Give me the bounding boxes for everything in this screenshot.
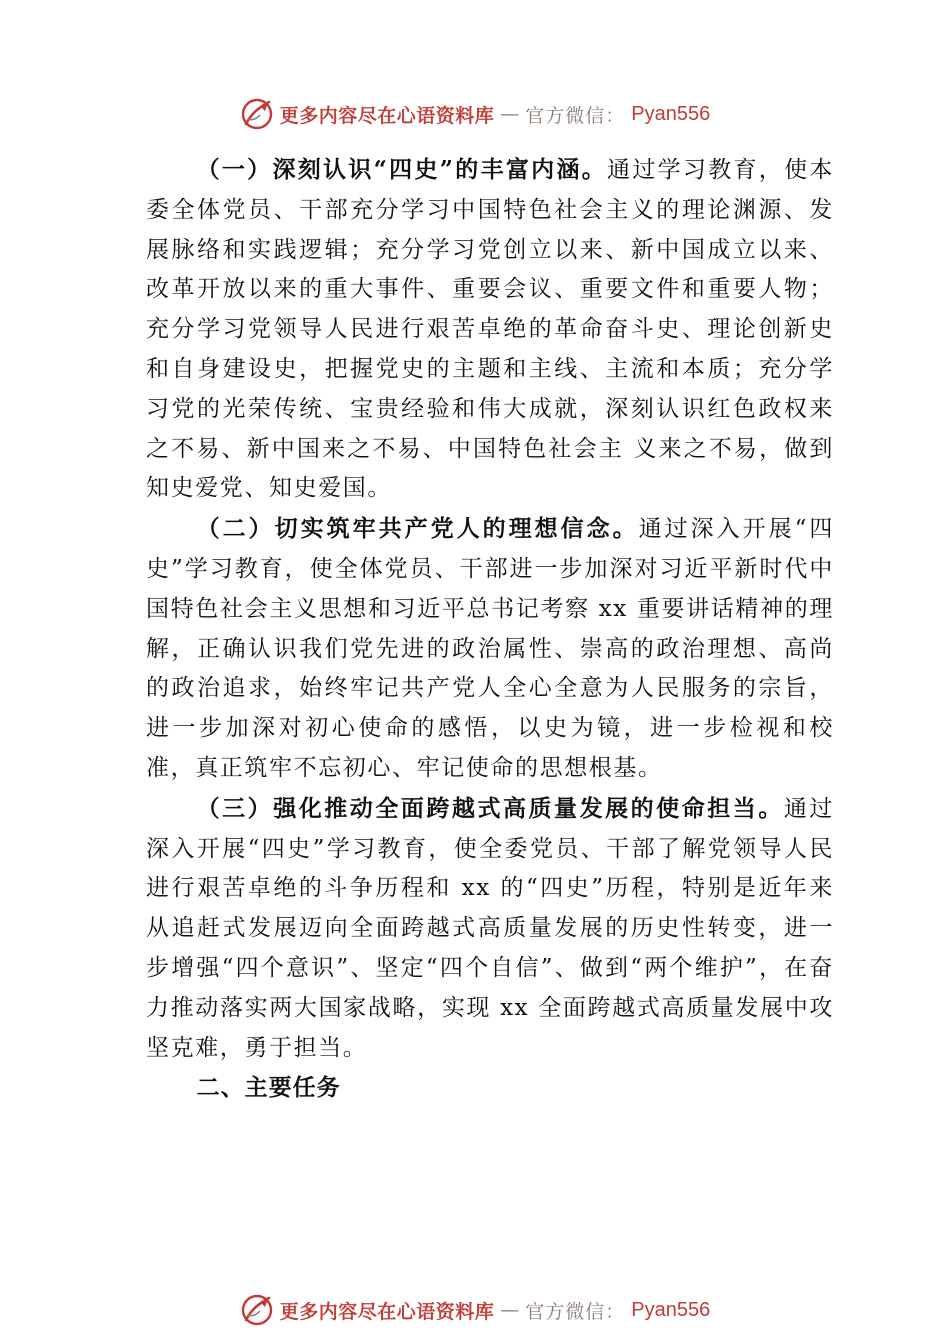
document-body — [146, 150, 834, 1108]
paragraph-3 — [146, 789, 834, 1069]
paragraph-1 — [146, 150, 834, 509]
watermark-wechat-id: Pyan556 — [631, 102, 711, 125]
paragraph-1-body: 通过学习教育，使本委全体党员、干部充分学习中国特色社会主义的理论渊源、发展脉络和实践逻辑；充分学习党创立以来、新中国成立以来、改革开放以来的重大事件、重要会议、重要文件和重要人物；充分学习党领导人民进行艰苦卓绝的革命奋斗史、理论创新史和自身建设史，把握党史的主题和主线、主流和本质；充分学习党的光荣传统、宝贵经验和伟大成就，深刻认识红色政权来之不易、新中国来之不易、中国特色社会主 义来之不易，做到知史爱党、知史爱国。 — [146, 157, 834, 502]
paragraph-3-lead: （三）强化推动全面跨越式高质量发展的使命担当。 — [196, 794, 784, 822]
paragraph-2 — [146, 509, 834, 789]
watermark-main-text: 更多内容尽在心语资料库 — [279, 1300, 495, 1323]
watermark-wechat-id: Pyan556 — [631, 1298, 711, 1321]
header-watermark — [0, 94, 950, 134]
paragraph-3-body: 通过深入开展“四史”学习教育，使全委党员、干部了解党领导人民进行艰苦卓绝的斗争历程和 xx 的“四史”历程，特别是近年来从追赶式发展迈向全面跨越式高质量发展的历史性转变，进一步增强“四个意识”、坚定“四个自信”、做到“两个维护”，在奋力推动落实两大国家战略，实现 xx 全面跨越式高质量发展中攻坚克难，勇于担当。 — [146, 795, 834, 1061]
pen-logo-icon — [240, 97, 274, 131]
paragraph-2-body: 通过深入开展“四史”学习教育，使全体党员、干部进一步加深对习近平新时代中国特色社会主义思想和习近平总书记考察 xx 重要讲话精神的理解，正确认识我们党先进的政治属性、崇高的政治理想、高尚的政治追求，始终牢记共产党人全心全意为人民服务的宗旨，进一步加深对初心使命的感悟，以史为镜，进一步检视和校准，真正筑牢不忘初心、牢记使命的思想根基。 — [146, 516, 834, 781]
footer-watermark — [0, 1290, 950, 1330]
watermark-separator: — — [500, 103, 520, 125]
watermark-wechat-label: 官方微信： — [525, 104, 626, 127]
paragraph-1-lead: （一）深刻认识“四史”的丰富内涵。 — [196, 156, 608, 183]
section-heading: 二、主要任务 — [196, 1075, 341, 1102]
pen-logo-icon — [240, 1293, 274, 1327]
watermark-wechat-label: 官方微信： — [525, 1300, 626, 1323]
watermark-main-text: 更多内容尽在心语资料库 — [279, 104, 495, 127]
paragraph-2-lead: （二）切实筑牢共产党人的理想信念。 — [196, 515, 639, 543]
watermark-separator: — — [500, 1299, 520, 1321]
